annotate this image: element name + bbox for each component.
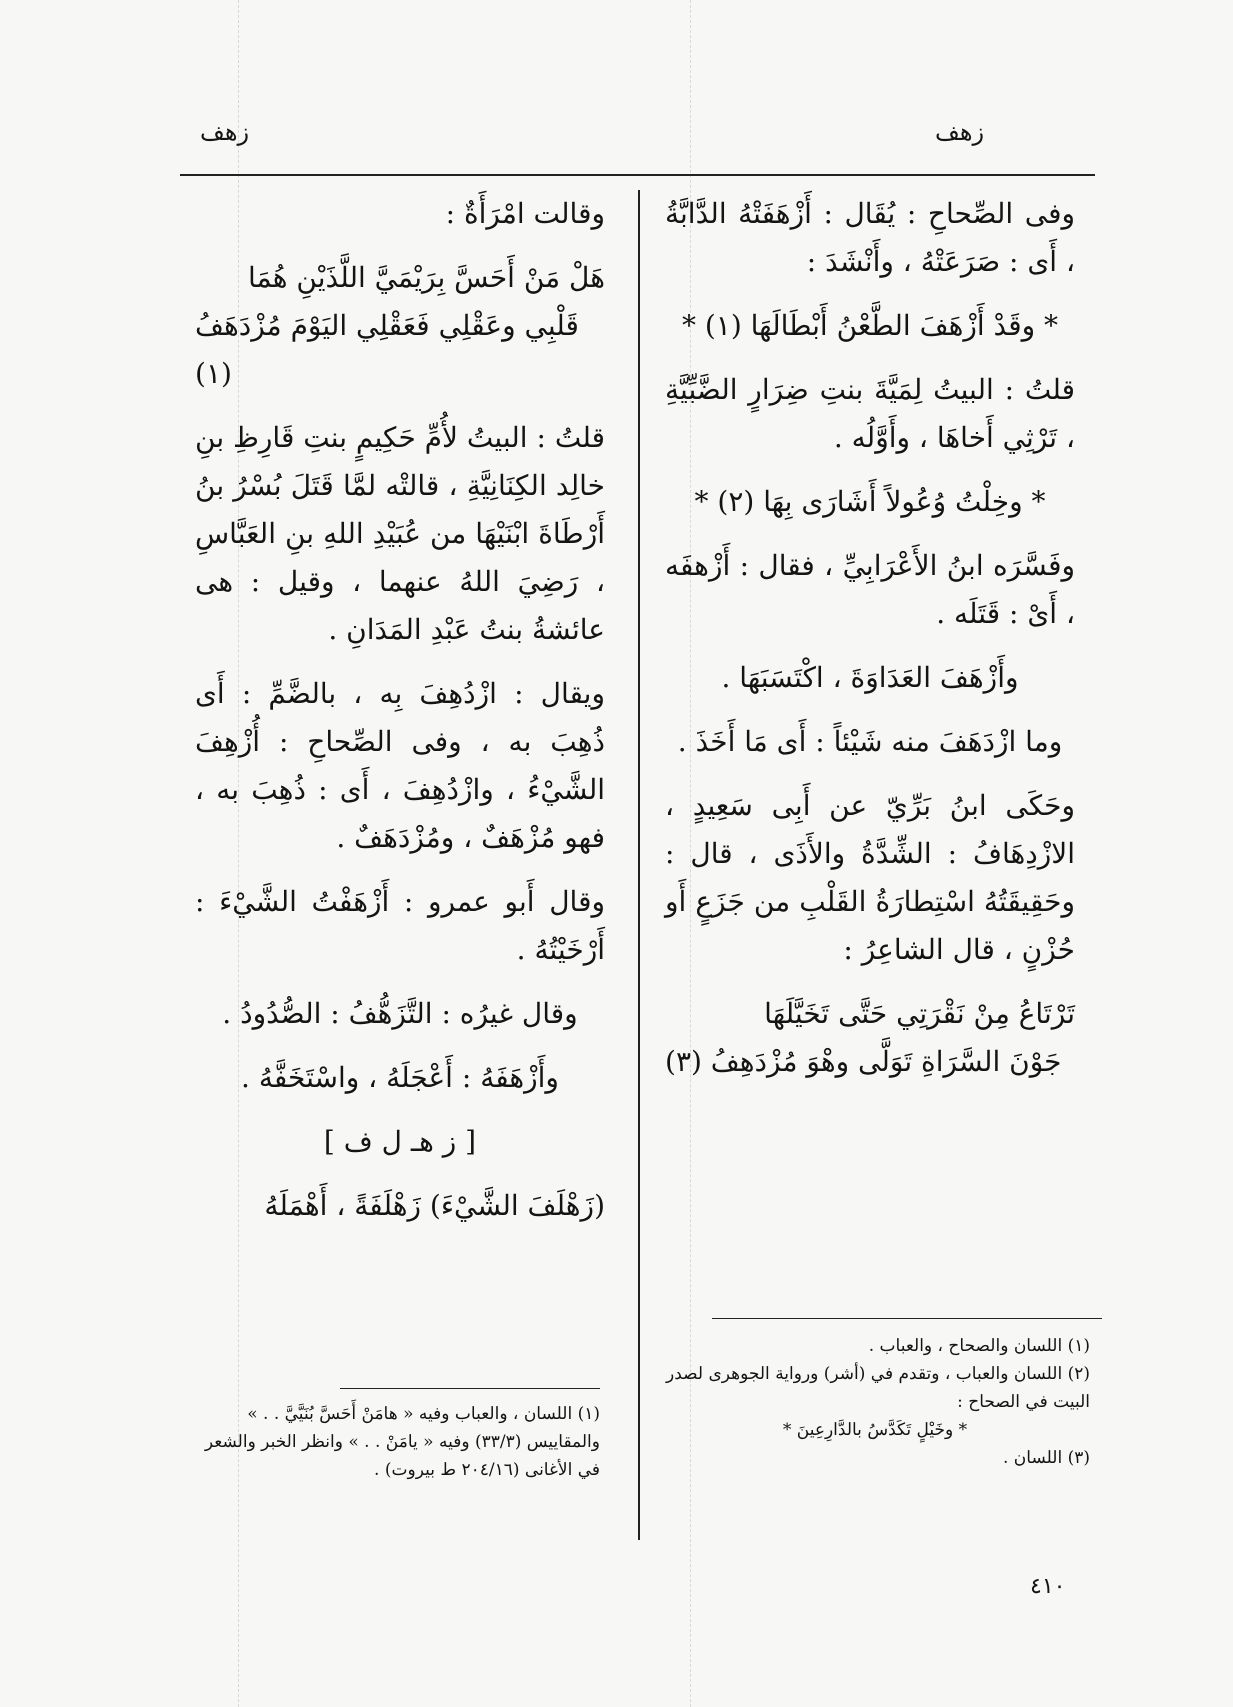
paragraph: قلتُ : البيتُ لأُمِّ حَكِيمٍ بنتِ قَارِظِ بنِ خالِد الكِنَانِيَّةِ ، قالتْه لمَّا قَتَلَ بُسْرُ بنُ أَرْطَاةَ ابْنَيْهَا من عُبَيْدِ اللهِ بنِ العَبَّاسِ ، رَضِيَ اللهُ عنهما ، وقيل : هى عائشةُ بنتُ عَبْدِ المَدَانِ . <box>195 421 605 646</box>
page-number: ٤١٠ <box>1030 1574 1066 1599</box>
paragraph: وما ازْدَهَفَ منه شَيْئاً : أَى مَا أَخَذَ . <box>677 725 1063 758</box>
hemistich-second: قَلْبِي وعَقْلِي فَعَقْلِي اليَوْمَ مُزْدَهَفُ (١) <box>195 309 579 390</box>
poem-couplet <box>195 254 605 398</box>
paragraph: (زَهْلَفَ الشَّيْءَ) زَهْلَفَةً ، أَهْمَلَهُ <box>264 1189 605 1222</box>
running-header-left: زهف <box>200 118 250 146</box>
right-column <box>665 190 1075 1102</box>
column-divider <box>638 190 640 1540</box>
paragraph: وقال أَبو عمرو : أَزْهَفْتُ الشَّيْءَ : أَرْخَيْتُهُ . <box>195 885 605 966</box>
footnote: (١) اللسان ، والعباب وفيه « هامَنْ أَحَسَّ بُنَيَّيَّ . . » والمقاييس (٣٣/٣) وفيه « يامَنْ . . » وانظر الخبر والشعر في الأغانى (٢٠٤/١٦ ط بيروت) . <box>204 1404 600 1480</box>
header-rule <box>180 174 1095 176</box>
footnote: (١) اللسان والصحاح ، والعباب . <box>868 1336 1090 1356</box>
paragraph: وفى الصِّحاحِ : يُقَال : أَزْهَفَتْهُ الدَّابَّةُ ، أَى : صَرَعَتْهُ ، وأَنْشَدَ : <box>665 197 1075 278</box>
running-header-right: زهف <box>935 118 985 146</box>
paragraph: وفَسَّرَه ابنُ الأَعْرَابِيِّ ، فقال : أَزْهفَه ، أَىْ : قَتَلَه . <box>665 549 1075 630</box>
left-column <box>195 190 605 1246</box>
paragraph: ويقال : ازْدُهِفَ بِه ، بالضَّمِّ : أَى ذُهِبَ به ، وفى الصِّحاحِ : أُزْهِفَ الشَّيْءُ ، وازْدُهِفَ ، أَى : ذُهِبَ به ، فهو مُزْهَفٌ ، ومُزْدَهَفٌ . <box>195 677 605 854</box>
footnote: (٢) اللسان والعباب ، وتقدم في (أشر) ورواية الجوهرى لصدر البيت في الصحاح : <box>666 1364 1090 1412</box>
footnote: (٣) اللسان . <box>1003 1448 1090 1468</box>
hemistich-second: جَوْنَ السَّرَاةِ تَوَلَّى وهْوَ مُزْدَهِفُ (٣) <box>665 1045 1062 1078</box>
paragraph: وقالت امْرَأَةٌ : <box>445 197 605 230</box>
footnote-rule <box>712 1318 1102 1319</box>
footnote-verse: * وخَيْلٍ تَكَدَّسُ بالدَّارِعِينَ * <box>782 1420 968 1440</box>
footnote-rule <box>340 1388 600 1389</box>
left-footnotes <box>190 1400 600 1484</box>
entry-heading: [ ز هـ ل ف ] <box>323 1125 477 1158</box>
hemistich-first: هَلْ مَنْ أَحَسَّ بِرَيْمَيَّ اللَّذَيْنِ هُمَا <box>248 261 605 294</box>
hemistich-first: تَرْتَاعُ مِنْ نَقْرَتِي حَتَّى تَخَيَّلَهَا <box>764 997 1075 1030</box>
paragraph: وحَكَى ابنُ بَرِّيّ عن أَبِى سَعِيدٍ ، الازْدِهَافُ : الشِّدَّةُ والأَذَى ، قال : وحَقِيقَتُهُ اسْتِطارَةُ القَلْبِ من جَزَعٍ أَو حُزْنٍ ، قال الشاعِرُ : <box>665 789 1075 966</box>
paragraph: قلتُ : البيتُ لِمَيَّةَ بنتِ ضِرَارٍ الضَّبِّيَّةِ ، تَرْثِي أَخاهَا ، وأَوَّلُه . <box>665 373 1075 454</box>
paragraph: وأَزْهَفَهُ : أَعْجَلَهُ ، واسْتَخَفَّهُ . <box>241 1061 559 1094</box>
verse-line: * وقَدْ أَزْهَفَ الطَّعْنُ أَبْطَالَهَا (١) * <box>681 309 1059 342</box>
verse-line: * وخِلْتُ وُعُولاً أَشَارَى بِهَا (٢) * <box>694 485 1046 518</box>
paragraph: وقال غيرُه : التَّزَهُّفُ : الصُّدُودُ . <box>222 997 578 1030</box>
paragraph: وأَزْهَفَ العَدَاوَةَ ، اكْتَسَبَهَا . <box>721 661 1019 694</box>
right-footnotes <box>660 1332 1090 1472</box>
poem-couplet <box>665 990 1075 1086</box>
